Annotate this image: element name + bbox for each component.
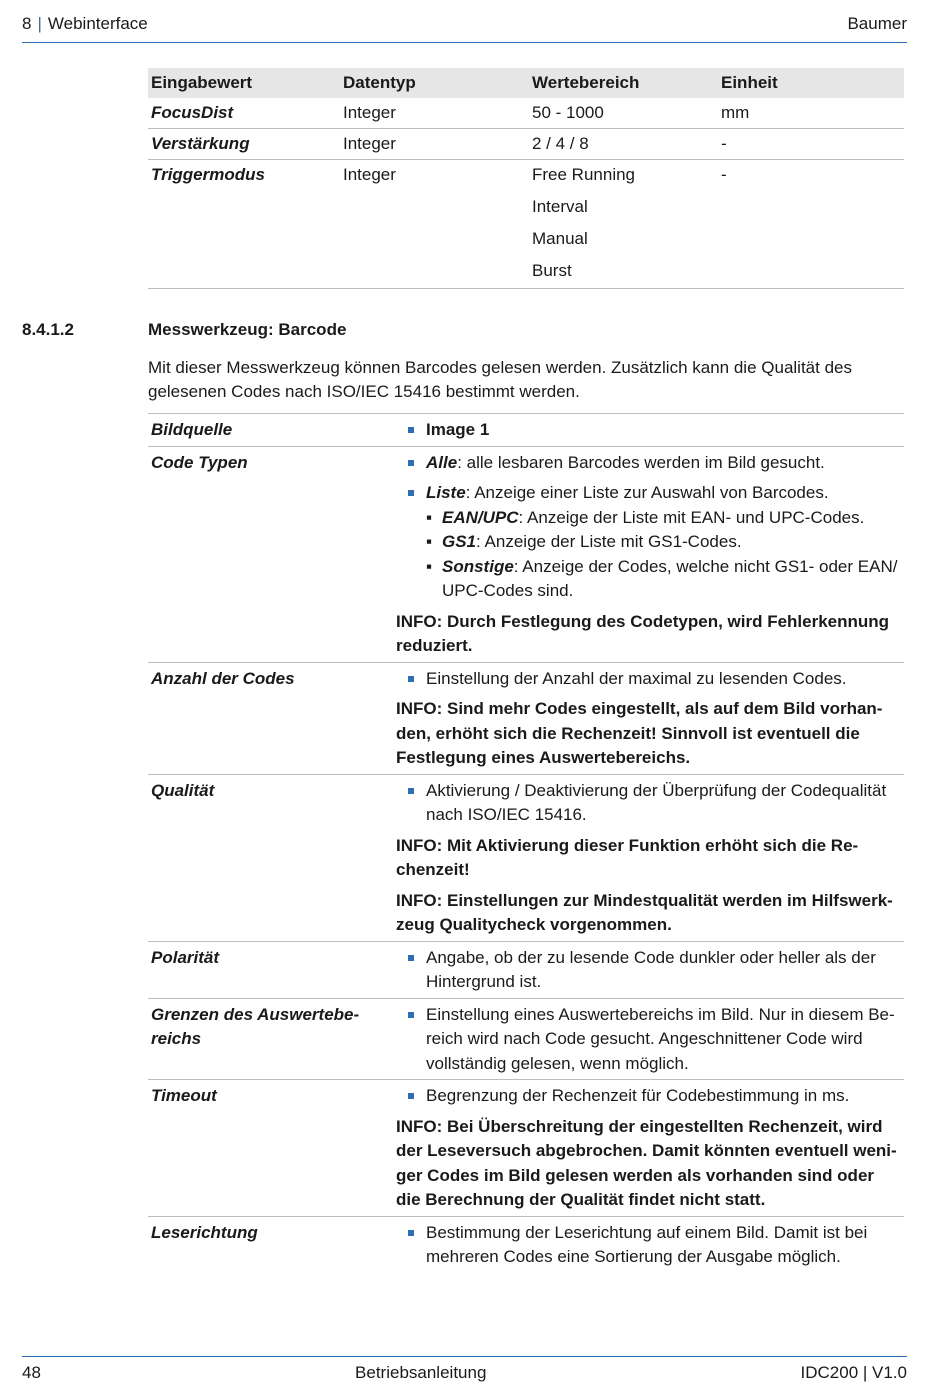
- row-label: Grenzen des Auswertebe-reichs: [148, 998, 391, 1080]
- bullet-square-icon: [408, 460, 414, 466]
- table-row: [148, 662, 904, 774]
- table-row: [148, 98, 904, 129]
- param-range: 50 - 1000: [529, 98, 718, 129]
- info-note: INFO: Sind mehr Codes eingestellt, als auf dem Bild vorhan-den, erhöht sich die Rechenzeit! Sinnvoll ist eventuell die Festlegung eines Auswertebereichs.: [396, 699, 883, 767]
- page-header: [22, 14, 907, 43]
- bullet-text: Aktivierung / Deaktivierung der Überprüfung der Codequalität nach ISO/IEC 15416.: [426, 780, 887, 824]
- table-row: [148, 446, 904, 662]
- description-table: [148, 413, 904, 1273]
- param-unit: -: [718, 129, 904, 160]
- bullet-item: [396, 667, 901, 692]
- row-content: [391, 1216, 904, 1273]
- brand-name: Baumer: [847, 14, 907, 33]
- bullet-square-icon: [408, 1093, 414, 1099]
- info-note: INFO: Bei Überschreitung der eingestellten Rechenzeit, wird der Leseversuch abgebrochen. Damit könnten eventuell weni-ger Codes im Bild gelesen werden als vorhanden sind oder die Berechnung der Qualität findet nicht statt.: [396, 1116, 897, 1209]
- row-label: Anzahl der Codes: [148, 662, 391, 774]
- bullet-text: : Anzeige einer Liste zur Auswahl von Barcodes.: [465, 483, 829, 502]
- separator: |: [37, 14, 42, 33]
- row-content: [391, 446, 904, 662]
- chapter-title: Webinterface: [47, 14, 148, 33]
- bullet-key: Alle: [426, 452, 458, 472]
- param-type: Integer: [340, 98, 529, 129]
- bullet-text: Begrenzung der Rechenzeit für Codebestimmung in ms.: [426, 1086, 850, 1105]
- bullet-text: Image 1: [426, 420, 490, 439]
- sub-bullet-item: [396, 530, 901, 555]
- column-header: Wertebereich: [529, 68, 718, 98]
- bullet-square-icon: [408, 1012, 414, 1018]
- bullet-item: [396, 451, 901, 476]
- sub-bullet-marker: ▪: [426, 532, 433, 551]
- bullet-square-icon: [408, 788, 414, 794]
- document-title: Betriebsanleitung: [355, 1362, 487, 1382]
- param-type: Integer: [340, 129, 529, 160]
- row-content: [391, 414, 904, 447]
- column-header: Einheit: [718, 68, 904, 98]
- bullet-text: Einstellung der Anzahl der maximal zu lesenden Codes.: [426, 668, 847, 688]
- table-header-row: [148, 68, 904, 98]
- bullet-key: Liste: [426, 483, 466, 502]
- bullet-text: Einstellung eines Auswertebereichs im Bild. Nur in diesem Be-reich wird nach Code gesucht. Angeschnittener Code wird vollständig gelesen, wenn möglich.: [426, 1004, 895, 1073]
- param-range: 2 / 4 / 8: [529, 129, 718, 160]
- bullet-item: [396, 481, 901, 506]
- sub-bullet-item: [396, 555, 901, 604]
- range-value: Free Running: [532, 165, 636, 184]
- row-content: [391, 1080, 904, 1217]
- param-name: Verstärkung: [148, 129, 340, 160]
- sub-bullet-marker: ▪: [426, 507, 433, 527]
- table-row: [148, 160, 904, 289]
- param-type: Integer: [340, 160, 529, 289]
- sub-bullet-key: Sonstige: [442, 556, 514, 576]
- bullet-item: [396, 1221, 901, 1270]
- bullet-square-icon: [408, 490, 414, 496]
- table-row: [148, 941, 904, 998]
- bullet-item: [396, 1003, 901, 1077]
- bullet-square-icon: [408, 427, 414, 433]
- row-content: [391, 662, 904, 774]
- table-row: [148, 1080, 904, 1217]
- param-unit: mm: [718, 98, 904, 129]
- info-note: INFO: Durch Festlegung des Codetypen, wird Fehlerkennung reduziert.: [396, 611, 890, 655]
- row-content: [391, 774, 904, 941]
- bullet-item: [396, 946, 901, 995]
- page-number: 48: [22, 1362, 41, 1382]
- row-content: [391, 941, 904, 998]
- sub-bullet-text: : Anzeige der Liste mit EAN- und UPC-Codes.: [518, 507, 865, 527]
- section-title: Messwerkzeug: Barcode: [148, 320, 347, 339]
- bullet-item: [396, 779, 901, 828]
- document-version: IDC200 | V1.0: [800, 1362, 907, 1382]
- sub-bullet-item: [396, 506, 901, 531]
- bullet-square-icon: [408, 955, 414, 961]
- row-label: Leserichtung: [151, 1222, 258, 1242]
- bullet-square-icon: [408, 1230, 414, 1236]
- bullet-square-icon: [408, 676, 414, 682]
- page-footer: [22, 1356, 907, 1388]
- column-header: Datentyp: [340, 68, 529, 98]
- bullet-text: Bestimmung der Leserichtung auf einem Bild. Damit ist bei mehreren Codes eine Sortierung der Ausgabe möglich.: [426, 1222, 868, 1266]
- chapter-number: 8: [22, 14, 32, 33]
- sub-bullet-key: EAN/UPC: [442, 507, 519, 527]
- param-name: FocusDist: [148, 98, 340, 129]
- section-number: 8.4.1.2: [22, 320, 74, 339]
- range-value: Manual: [532, 229, 588, 248]
- sub-bullet-marker: ▪: [426, 556, 433, 576]
- param-range: [529, 160, 718, 289]
- table-row: [148, 774, 904, 941]
- info-note: INFO: Einstellungen zur Mindestqualität werden im Hilfswerk-zeug Qualitycheck vorgenommen.: [396, 890, 893, 934]
- bullet-item: [396, 418, 901, 443]
- bullet-text: : alle lesbaren Barcodes werden im Bild gesucht.: [457, 452, 825, 472]
- row-label: Qualität: [148, 774, 391, 941]
- range-value: Interval: [532, 197, 588, 216]
- param-unit: -: [718, 160, 904, 289]
- column-header: Eingabewert: [148, 68, 340, 98]
- parameter-table: [148, 68, 904, 289]
- row-label: Code Typen: [148, 446, 391, 662]
- bullet-text: Angabe, ob der zu lesende Code dunkler oder heller als der Hintergrund ist.: [426, 947, 876, 991]
- range-value: Burst: [532, 261, 572, 280]
- table-row: [148, 129, 904, 160]
- param-name: Triggermodus: [148, 160, 340, 289]
- sub-bullet-key: GS1: [442, 532, 477, 551]
- sub-bullet-text: : Anzeige der Liste mit GS1-Codes.: [476, 532, 742, 551]
- chapter-label: [22, 14, 148, 34]
- table-row: [148, 998, 904, 1080]
- table-row: [148, 414, 904, 447]
- bullet-item: [396, 1084, 901, 1109]
- row-label: Timeout: [148, 1080, 391, 1217]
- section-intro: Mit dieser Messwerkzeug können Barcodes gelesen werden. Zusätzlich kann die Qualität des gelesenen Codes nach ISO/IEC 15416 bestimmt werden.: [148, 358, 852, 401]
- sub-bullet-text: : Anzeige der Codes, welche nicht GS1- oder EAN/ UPC-Codes sind.: [442, 556, 898, 600]
- table-row: [148, 1216, 904, 1273]
- row-content: [391, 998, 904, 1080]
- info-note: INFO: Mit Aktivierung dieser Funktion erhöht sich die Re-chenzeit!: [396, 835, 859, 879]
- row-label: Bildquelle: [148, 414, 391, 447]
- row-label: Polarität: [148, 941, 391, 998]
